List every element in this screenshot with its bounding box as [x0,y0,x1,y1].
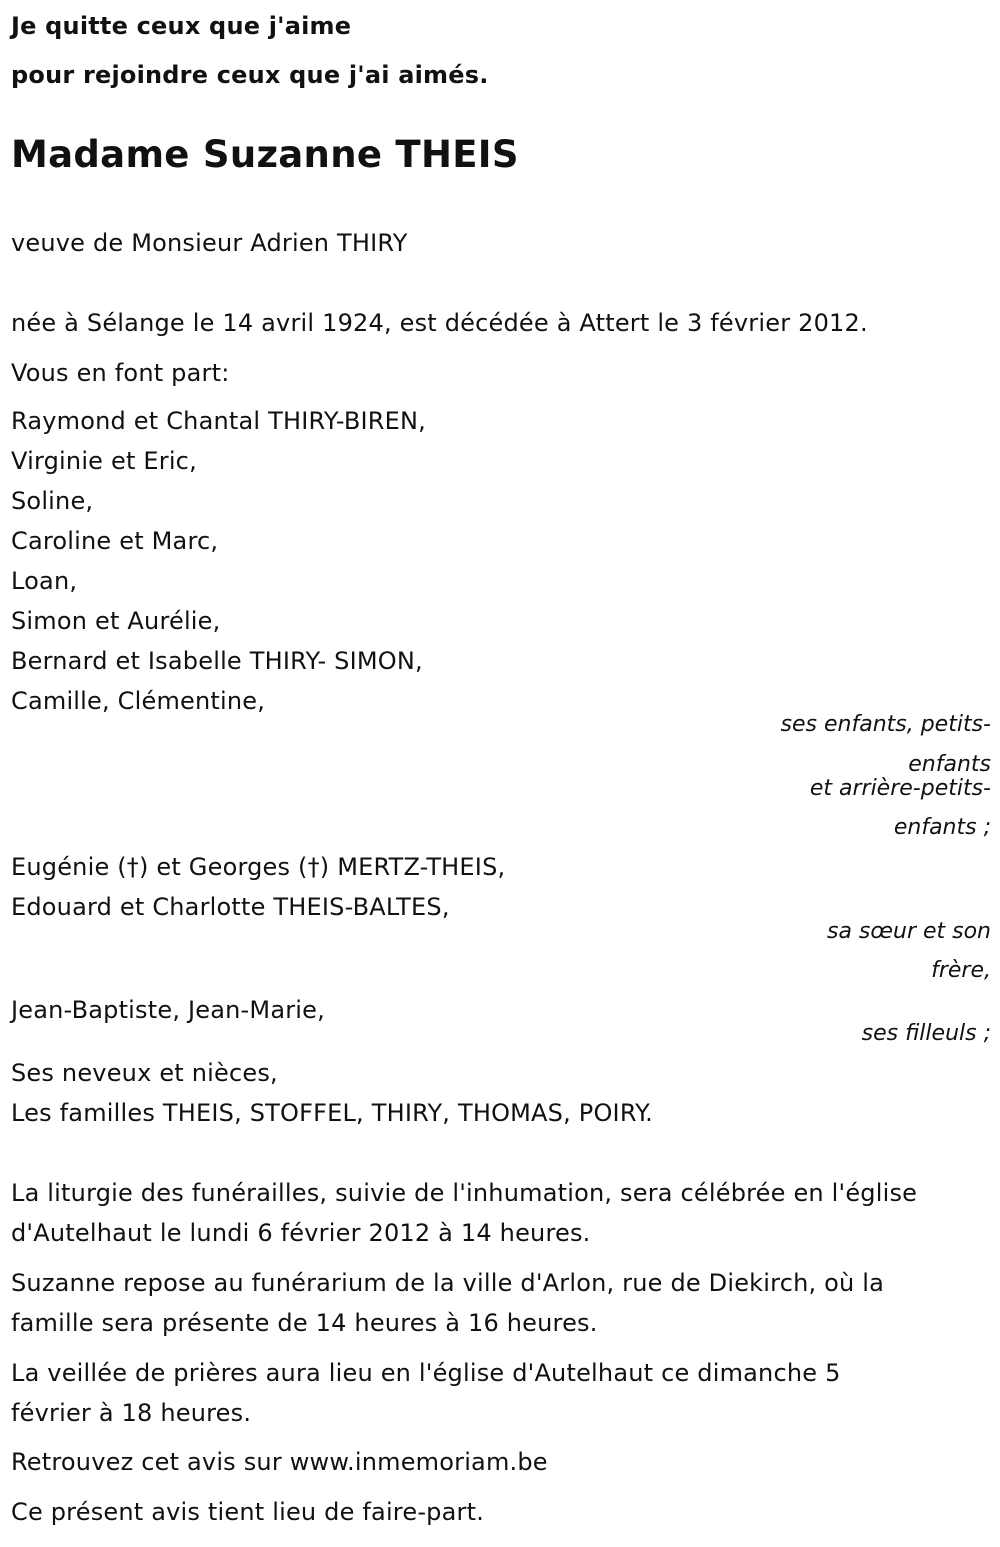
list-item: Virginie et Eric, [11,447,197,475]
relation-godchildren: ses filleuls ; [861,1021,991,1046]
relation-line: et arrière-petits- [809,776,991,801]
relation-line: sa sœur et son [826,919,991,944]
rest-line-1: Suzanne repose au funérarium de la ville d'Arlon, rue de Diekirch, où la [11,1269,885,1297]
vigil-line-2: février à 18 heures. [11,1399,252,1427]
quote-line-1: Je quitte ceux que j'aime [11,12,352,40]
list-item: Ses neveux et nièces, [11,1059,278,1087]
relation-line: enfants ; [893,815,991,840]
list-item: Loan, [11,567,78,595]
list-item: Bernard et Isabelle THIRY- SIMON, [11,647,423,675]
vigil-line-1: La veillée de prières aura lieu en l'église d'Autelhaut ce dimanche 5 [11,1359,841,1387]
list-item: Les familles THEIS, STOFFEL, THIRY, THOMAS, POIRY. [11,1099,653,1127]
list-item: Edouard et Charlotte THEIS-BALTES, [11,893,450,921]
widow-of: veuve de Monsieur Adrien THIRY [11,229,408,257]
liturgy-line-2: d'Autelhaut le lundi 6 février 2012 à 14 heures. [11,1219,591,1247]
list-item: Caroline et Marc, [11,527,219,555]
list-item: Camille, Clémentine, [11,687,266,715]
list-item: Eugénie (†) et Georges (†) MERTZ-THEIS, [11,853,506,881]
announcement-intro: Vous en font part: [11,359,230,387]
liturgy-line-1: La liturgie des funérailles, suivie de l'inhumation, sera célébrée en l'église [11,1179,918,1207]
list-item: Soline, [11,487,94,515]
list-item: Raymond et Chantal THIRY-BIREN, [11,407,427,435]
website-notice: Retrouvez cet avis sur www.inmemoriam.be [11,1448,548,1476]
relation-line: enfants [908,752,991,777]
relation-line: ses enfants, petits- [780,712,991,737]
rest-line-2: famille sera présente de 14 heures à 16 heures. [11,1309,598,1337]
final-notice: Ce présent avis tient lieu de faire-part. [11,1498,485,1526]
quote-line-2: pour rejoindre ceux que j'ai aimés. [11,61,489,89]
godchildren: Jean-Baptiste, Jean-Marie, [11,996,325,1024]
birth-death: née à Sélange le 14 avril 1924, est décédée à Attert le 3 février 2012. [11,309,868,337]
list-item: Simon et Aurélie, [11,607,221,635]
relation-line: frère, [931,958,991,983]
deceased-name: Madame Suzanne THEIS [11,133,519,176]
